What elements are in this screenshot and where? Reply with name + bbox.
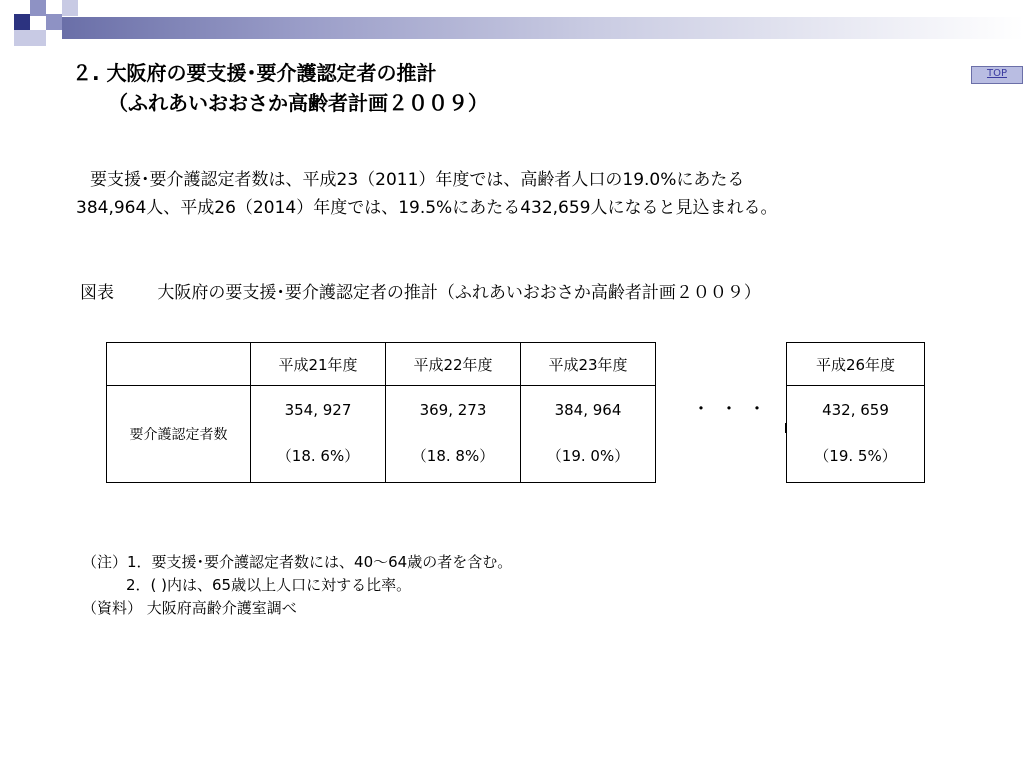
table-row bbox=[787, 386, 925, 483]
figure-title: 大阪府の要支援･要介護認定者の推計（ふれあいおおさか高齢者計画２００９） bbox=[157, 283, 761, 303]
figure-label: 図表 bbox=[80, 283, 114, 303]
ellipsis: ・・・ bbox=[692, 399, 776, 420]
figure-caption bbox=[80, 280, 761, 306]
certification-table bbox=[106, 342, 656, 483]
cell-ratio: （19. 0%） bbox=[546, 447, 630, 465]
description-line-2: 384,964人、平成26（2014）年度では、19.5%にあたる432,659人になると見込まれる。 bbox=[76, 198, 778, 218]
decor-square bbox=[46, 14, 62, 30]
decor-square bbox=[14, 14, 30, 30]
table-corner-cell bbox=[107, 343, 251, 386]
decor-square bbox=[30, 30, 46, 46]
table-cell bbox=[787, 386, 925, 483]
cell-value: 354, 927 bbox=[284, 401, 352, 419]
cell-value: 369, 273 bbox=[419, 401, 487, 419]
title-line-1: ２. 大阪府の要支援･要介護認定者の推計 bbox=[72, 61, 437, 85]
page-title bbox=[72, 58, 488, 118]
table-row bbox=[107, 386, 656, 483]
title-line-2: （ふれあいおおさか高齢者計画２００９） bbox=[108, 91, 488, 115]
table-cell bbox=[386, 386, 521, 483]
description-line-1: 要支援･要介護認定者数は、平成23（2011）年度では、高齢者人口の19.0%にあたる bbox=[90, 170, 745, 190]
description bbox=[76, 166, 936, 222]
decor-square bbox=[30, 0, 46, 16]
notes bbox=[82, 551, 512, 620]
note-line-1: （注）1．要支援･要介護認定者数には、40～64歳の者を含む。 bbox=[82, 553, 513, 571]
cell-value: 384, 964 bbox=[554, 401, 622, 419]
top-link-button[interactable]: TOP bbox=[971, 66, 1023, 84]
table-header-row bbox=[107, 343, 656, 386]
cell-ratio: （19. 5%） bbox=[814, 447, 897, 465]
column-header: 平成23年度 bbox=[521, 343, 656, 386]
certification-table-2026 bbox=[786, 342, 925, 483]
decor-square bbox=[62, 0, 78, 16]
table-cell bbox=[521, 386, 656, 483]
cell-ratio: （18. 8%） bbox=[411, 447, 495, 465]
row-label: 要介護認定者数 bbox=[107, 386, 251, 483]
cell-ratio: （18. 6%） bbox=[276, 447, 360, 465]
source-note: （資料） 大阪府高齢介護室調べ bbox=[82, 599, 297, 617]
column-header: 平成21年度 bbox=[251, 343, 386, 386]
column-header: 平成22年度 bbox=[386, 343, 521, 386]
cell-value: 432, 659 bbox=[822, 401, 889, 419]
table-cell bbox=[251, 386, 386, 483]
table-header-row bbox=[787, 343, 925, 386]
header-gradient-bar bbox=[62, 17, 1024, 39]
decor-square bbox=[14, 30, 30, 46]
column-header: 平成26年度 bbox=[787, 343, 925, 386]
note-line-2: 2．( )内は、65歳以上人口に対する比率。 bbox=[126, 576, 412, 594]
